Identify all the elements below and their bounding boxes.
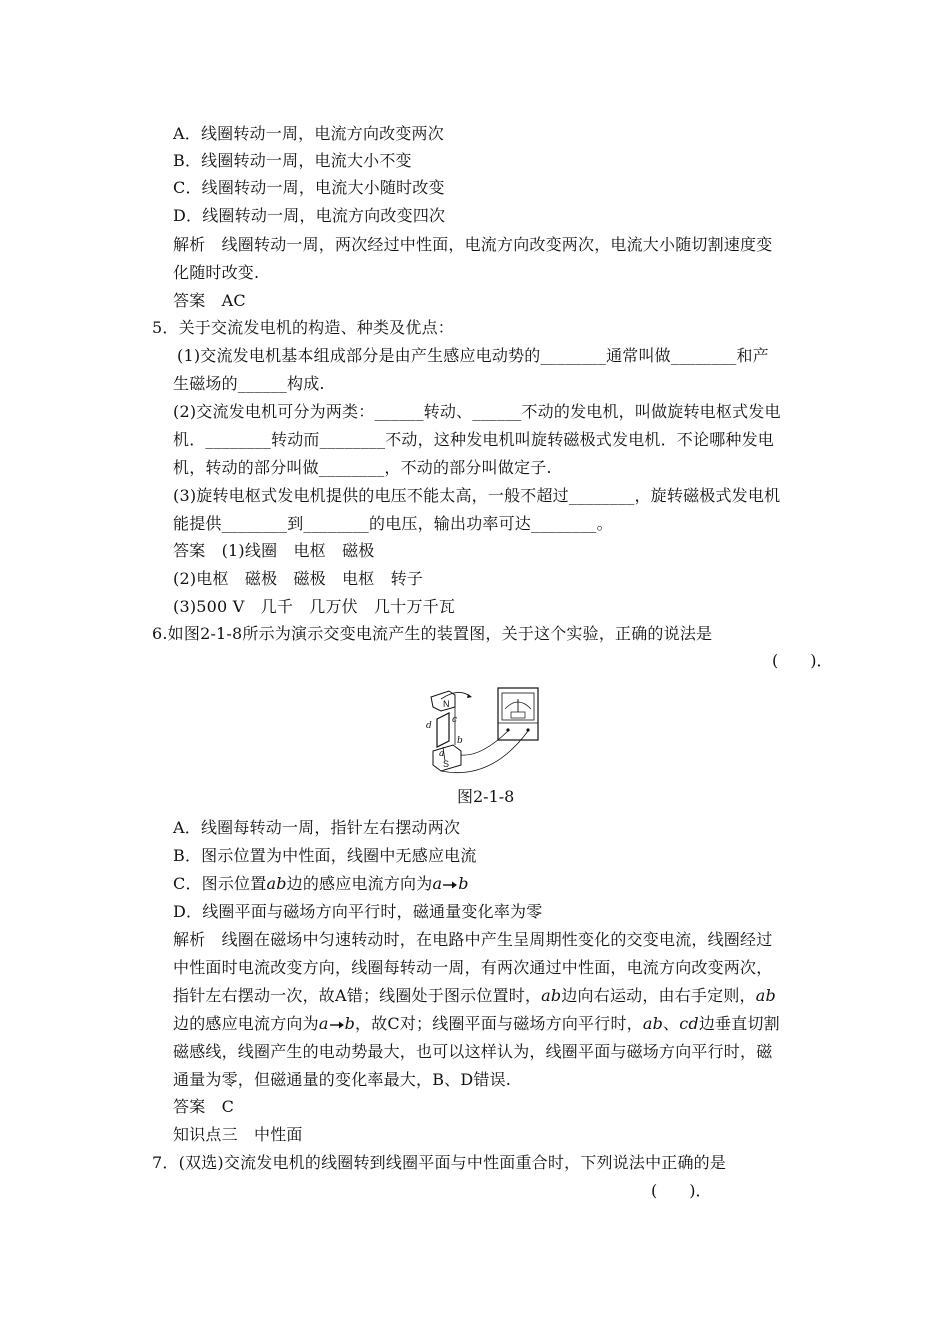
label-s: S — [443, 759, 450, 769]
question-part: 机．________转动而________不动，这种发电机叫旋转磁极式发电机．不论哪种发电 — [173, 430, 775, 449]
analysis-line: 磁感线，线圈产生的电动势最大，也可以这样认为，线圈平面与磁场方向平行时，磁 — [173, 1042, 773, 1061]
question-stem: 5．关于交流发电机的构造、种类及优点： — [152, 318, 454, 337]
figure-caption: 图2-1-8 — [457, 787, 515, 806]
question-part: (2)交流发电机可分为两类：______转动、______不动的发电机，叫做旋转电枢式发电 — [173, 402, 781, 421]
analysis-line: 化随时改变. — [173, 263, 260, 282]
option-a: A．线圈每转动一周，指针左右摆动两次 — [173, 818, 461, 837]
answer-line: 答案 (1)线圈 电枢 磁极 — [173, 541, 375, 560]
answer-line: (2)电枢 磁极 磁极 电枢 转子 — [173, 569, 424, 588]
answer-line: 答案 AC — [173, 291, 246, 310]
analysis-line: 指针左右摆动一次，故A错；线圈处于图示位置时，ab边向右运动，由右手定则，ab — [173, 986, 776, 1005]
answer-line: 答案 C — [173, 1097, 235, 1116]
answer-blank: ( )． — [772, 651, 833, 670]
analysis-line: 边的感应电流方向为a b，故C对；线圈平面与磁场方向平行时，ab、cd边垂直切割 — [173, 1014, 780, 1033]
option-b: B．图示位置为中性面，线圈中无感应电流 — [173, 846, 477, 865]
arrow-right-icon — [329, 1020, 345, 1030]
question-stem: 6.如图2-1-8所示为演示交变电流产生的装置图，关于这个实验，正确的说法是 — [152, 624, 713, 643]
label-n: N — [443, 699, 450, 709]
answer-line: (3)500 V 几千 几万伏 几十万千瓦 — [173, 597, 456, 616]
answer-blank: ( )． — [651, 1181, 712, 1200]
option-c: C．图示位置ab边的感应电流方向为a b — [173, 874, 469, 893]
arrow-right-icon — [442, 880, 458, 890]
question-stem: 7．(双选)交流发电机的线圈转到线圈平面与中性面重合时，下列说法中正确的是 — [152, 1153, 727, 1172]
option-c: C．线圈转动一周，电流大小随时改变 — [173, 178, 445, 197]
label-d: d — [426, 721, 432, 731]
section-heading: 知识点三 中性面 — [173, 1125, 303, 1144]
generator-figure — [411, 685, 541, 777]
question-part: 生磁场的______构成. — [173, 374, 325, 393]
analysis-line: 中性面时电流改变方向，线圈每转动一周，有两次通过中性面，电流方向改变两次， — [173, 958, 773, 977]
option-d: D．线圈转动一周，电流方向改变四次 — [173, 206, 446, 225]
label-b: b — [457, 736, 463, 746]
question-part: 机，转动的部分叫做________，不动的部分叫做定子. — [173, 458, 552, 477]
option-b: B．线圈转动一周，电流大小不变 — [173, 151, 412, 170]
label-a: a — [439, 749, 445, 759]
option-d: D．线圈平面与磁场方向平行时，磁通量变化率为零 — [173, 902, 543, 921]
analysis-line: 解析 线圈转动一周，两次经过中性面，电流方向改变两次，电流大小随切割速度变 — [173, 235, 773, 254]
analysis-line: 通量为零，但磁通量的变化率最大，B、D错误. — [173, 1070, 512, 1089]
question-part: 能提供________到________的电压，输出功率可达________。 — [173, 514, 613, 533]
option-a: A．线圈转动一周，电流方向改变两次 — [173, 124, 444, 143]
analysis-line: 解析 线圈在磁场中匀速转动时，在电路中产生呈周期性变化的交变电流，线圈经过 — [173, 930, 773, 949]
label-c: c — [452, 715, 458, 725]
question-part: (1)交流发电机基本组成部分是由产生感应电动势的________通常叫做________和产 — [177, 346, 769, 365]
question-part: (3)旋转电枢式发电机提供的电压不能太高，一般不超过________，旋转磁极式发电机 — [173, 486, 781, 505]
